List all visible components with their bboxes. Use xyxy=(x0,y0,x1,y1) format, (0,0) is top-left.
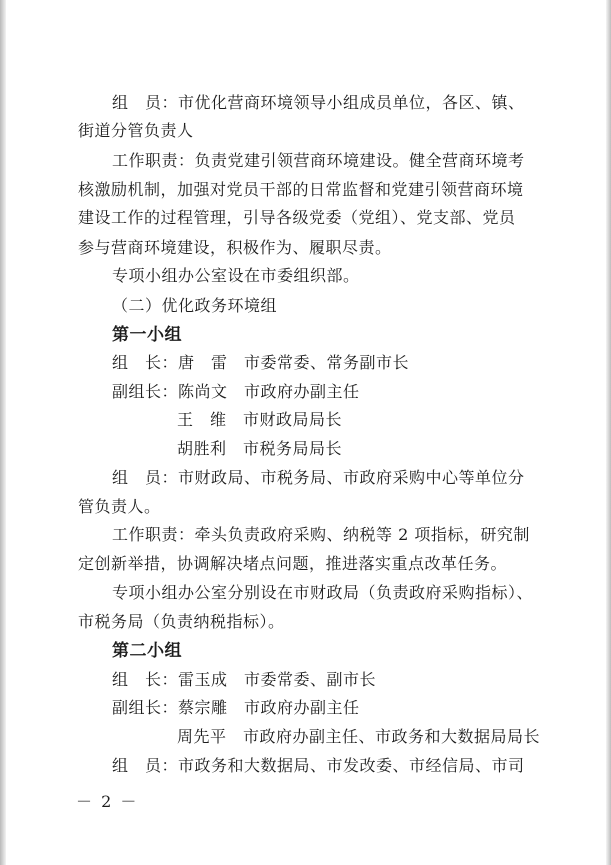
scan-edge-right xyxy=(606,0,611,865)
section-heading: （二）优化政务环境组 xyxy=(112,296,278,315)
text-line: 组 员：市优化营商环境领导小组成员单位，各区、镇、 xyxy=(112,93,525,112)
text-line: 组 员：市财政局、市税务局、市政府采购中心等单位分 xyxy=(112,468,525,487)
group-heading: 第二小组 xyxy=(112,641,182,661)
page-number: － 2 － xyxy=(76,792,139,811)
text-line: 工作职责：负责党建引领营商环境建设。健全营商环境考 xyxy=(112,151,525,170)
text-line: 工作职责：牵头负责政府采购、纳税等 2 项指标，研究制 xyxy=(112,525,530,544)
group-heading: 第一小组 xyxy=(112,325,182,345)
text-line: 周先平 市政府办副主任、市政务和大数据局局长 xyxy=(177,727,541,746)
text-line: 专项小组办公室分别设在市财政局（负责政府采购指标）、 xyxy=(112,583,534,602)
text-line: 王 维 市财政局局长 xyxy=(177,410,343,429)
text-line: 核激励机制，加强对党员干部的日常监督和党建引领营商环境 xyxy=(78,180,524,199)
text-line: 专项小组办公室设在市委组织部。 xyxy=(112,266,360,285)
text-line: 街道分管负责人 xyxy=(78,121,194,140)
scan-edge-left xyxy=(0,0,6,865)
text-line: 组 长：唐 雷 市委常委、常务副市长 xyxy=(112,353,410,372)
text-line: 建设工作的过程管理，引导各级党委（党组）、党支部、党员 xyxy=(78,208,516,227)
text-line: 组 长：雷玉成 市委常委、副市长 xyxy=(112,670,377,689)
text-line: 参与营商环境建设，积极作为、履职尽责。 xyxy=(78,238,392,257)
text-line: 胡胜利 市税务局局长 xyxy=(177,439,343,458)
text-line: 定创新举措，协调解决堵点问题，推进落实重点改革任务。 xyxy=(78,554,508,573)
text-line: 管负责人。 xyxy=(78,497,161,516)
text-line: 市税务局（负责纳税指标）。 xyxy=(78,612,285,631)
text-line: 副组长：蔡宗雕 市政府办副主任 xyxy=(112,698,360,717)
text-line: 组 员：市政务和大数据局、市发改委、市经信局、市司 xyxy=(112,756,525,775)
text-line: 副组长：陈尚文 市政府办副主任 xyxy=(112,382,360,401)
